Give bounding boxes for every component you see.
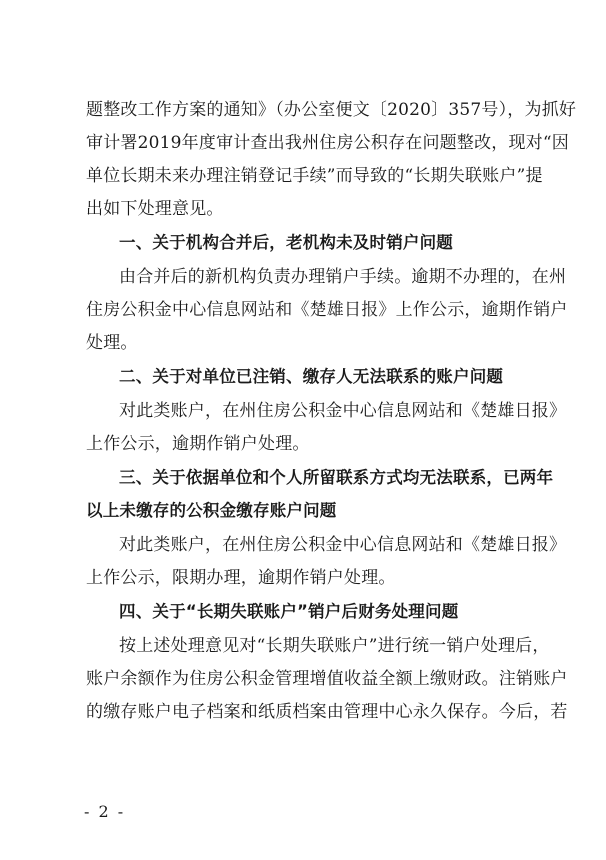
body-line-8: 处理。 bbox=[86, 333, 138, 353]
section-heading-3-cont: 以上未缴存的公积金缴存账户问题 bbox=[86, 501, 337, 520]
body-line-6: 由合并后的新机构负责办理销户手续。逾期不办理的，在州 bbox=[119, 267, 567, 287]
page-number: - 2 - bbox=[84, 802, 126, 821]
body-line-3: 单位长期未来办理注销登记手续”而导致的“长期失联账户”提 bbox=[86, 166, 543, 186]
body-line-4: 出如下处理意见。 bbox=[86, 199, 224, 219]
body-line-15: 上作公示，限期办理，逾期作销户处理。 bbox=[86, 568, 396, 588]
body-line-7: 住房公积金中心信息网站和《楚雄日报》上作公示，逾期作销户 bbox=[86, 300, 568, 320]
section-heading-2: 二、关于对单位已注销、缴存人无法联系的账户问题 bbox=[119, 367, 504, 386]
body-line-11: 上作公示，逾期作销户处理。 bbox=[86, 434, 310, 454]
section-heading-4: 四、关于“长期失联账户”销户后财务处理问题 bbox=[119, 602, 459, 621]
section-heading-3: 三、关于依据单位和个人所留联系方式均无法联系，已两年 bbox=[119, 468, 554, 487]
body-line-17: 按上述处理意见对“长期失联账户”进行统一销户处理后， bbox=[119, 636, 550, 656]
body-line-10: 对此类账户，在州住房公积金中心信息网站和《楚雄日报》 bbox=[119, 401, 567, 421]
body-line-18: 账户余额作为住房公积金管理增值收益全额上缴财政。注销账户 bbox=[86, 669, 568, 689]
body-line-1: 题整改工作方案的通知》（办公室便文〔2020〕357号），为抓好 bbox=[86, 100, 577, 120]
section-heading-1: 一、关于机构合并后，老机构未及时销户问题 bbox=[119, 233, 453, 252]
body-line-2: 审计署2019年度审计查出我州住房公积存在问题整改，现对“因 bbox=[86, 133, 569, 153]
body-line-14: 对此类账户，在州住房公积金中心信息网站和《楚雄日报》 bbox=[119, 535, 567, 555]
body-line-19: 的缴存账户电子档案和纸质档案由管理中心永久保存。今后，若 bbox=[86, 702, 568, 722]
